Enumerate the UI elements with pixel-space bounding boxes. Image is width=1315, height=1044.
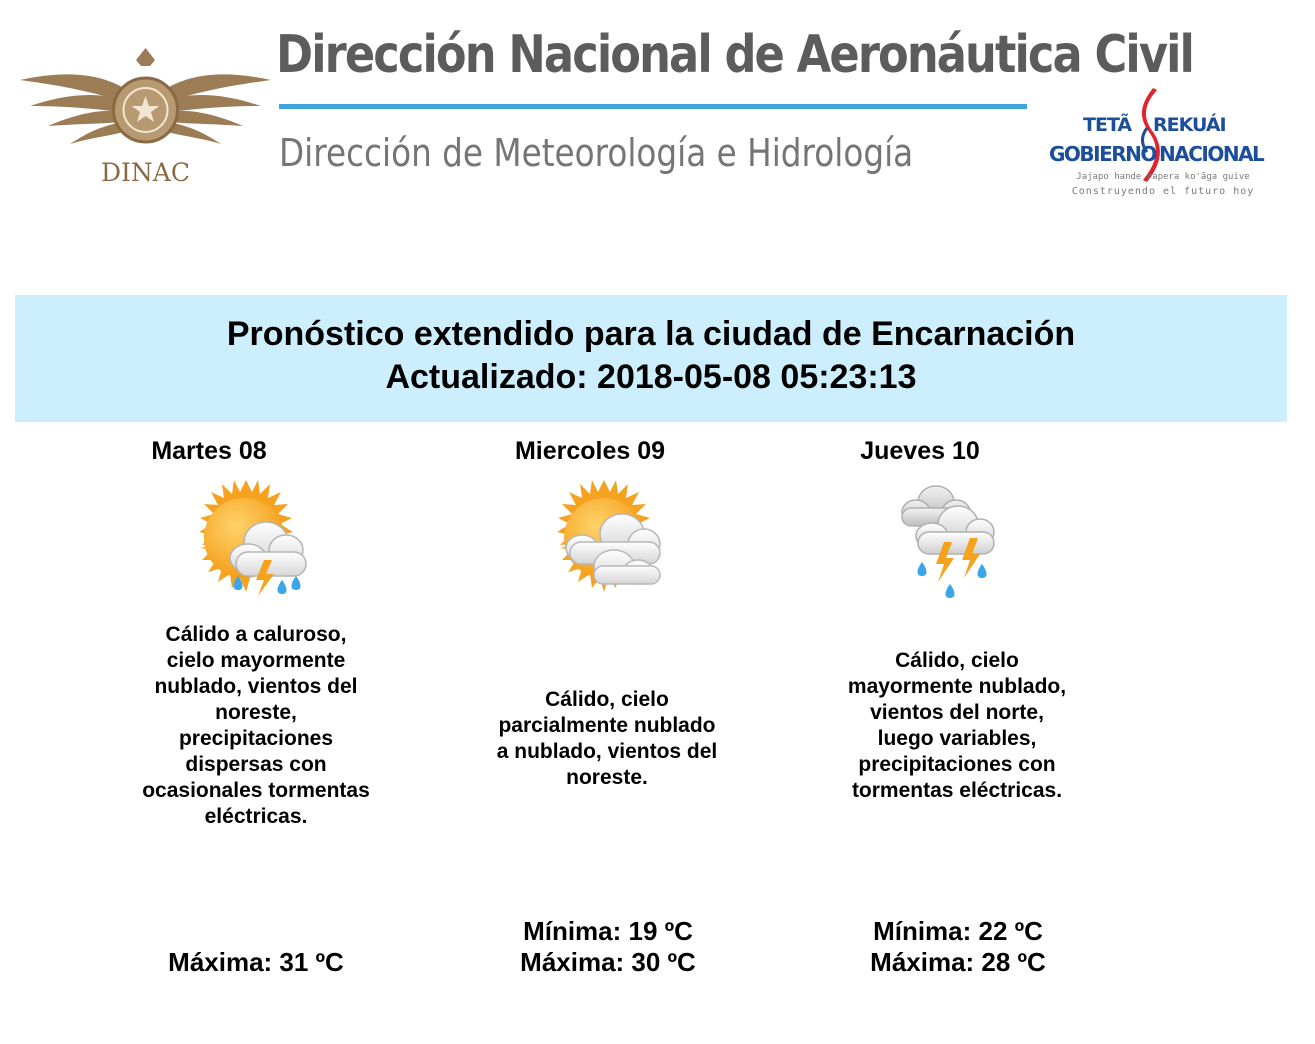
gov-logo-word-teta: TETÃ xyxy=(1083,114,1132,136)
forecast-banner xyxy=(15,295,1287,422)
gov-logo-word-gobierno: GOBIERNO xyxy=(1049,142,1156,166)
forecast-day-name: Martes 08 xyxy=(151,437,267,465)
forecast-description: Cálido, cielo parcialmente nublado a nublado, vientos del noreste. xyxy=(496,688,718,789)
dinac-logo-text: DINAC xyxy=(101,158,190,187)
forecast-min-temp: Mínima: 22 ºC xyxy=(873,916,1043,946)
government-logo xyxy=(1043,86,1275,206)
forecast-min-temp: Mínima: 19 ºC xyxy=(523,916,693,946)
gov-logo-tagline-guarani: Jajapo hande rapera ko'ãga guive xyxy=(1076,172,1250,182)
cloud-storm-icon xyxy=(896,480,1028,612)
forecast-description: Cálido, cielo mayormente nublado, vientos del norte, luego variables, precipitaciones con tormentas eléctricas. xyxy=(847,649,1067,802)
forecast-day-card xyxy=(800,430,1067,990)
forecast-description: Cálido a caluroso, cielo mayormente nublado, vientos del noreste, precipitaciones dispersas con ocasionales tormentas eléctricas. xyxy=(142,623,370,828)
dinac-logo xyxy=(18,40,273,200)
agency-title: Dirección Nacional de Aeronáutica Civil xyxy=(276,25,1194,85)
gov-logo-word-rekuai: REKUÁI xyxy=(1153,114,1226,136)
forecast-title: Pronóstico extendido para la ciudad de Encarnación xyxy=(226,315,1076,353)
gov-logo-line2 xyxy=(1049,142,1279,166)
sun-cloud-icon xyxy=(540,480,672,612)
forecast-max-temp: Máxima: 30 ºC xyxy=(520,947,696,977)
forecast-max-temp: Máxima: 31 ºC xyxy=(168,947,344,977)
agency-subtitle: Dirección de Meteorología e Hidrología xyxy=(279,131,914,175)
page-header xyxy=(0,0,1315,230)
forecast-max-temp: Máxima: 28 ºC xyxy=(870,947,1046,977)
forecast-updated-timestamp: Actualizado: 2018-05-08 05:23:13 xyxy=(385,358,917,396)
gov-logo-tagline-spanish: Construyendo el futuro hoy xyxy=(1071,186,1255,197)
forecast-day-name: Miercoles 09 xyxy=(514,437,666,465)
gov-logo-line1 xyxy=(1083,114,1283,136)
forecast-day-name: Jueves 10 xyxy=(860,437,980,465)
agency-divider xyxy=(279,104,1027,109)
forecast-day-card xyxy=(104,430,370,990)
gov-logo-word-nacional: NACIONAL xyxy=(1159,142,1264,166)
sun-cloud-storm-icon xyxy=(186,480,318,612)
forecast-day-card xyxy=(470,430,718,990)
winged-emblem-icon xyxy=(18,40,273,160)
